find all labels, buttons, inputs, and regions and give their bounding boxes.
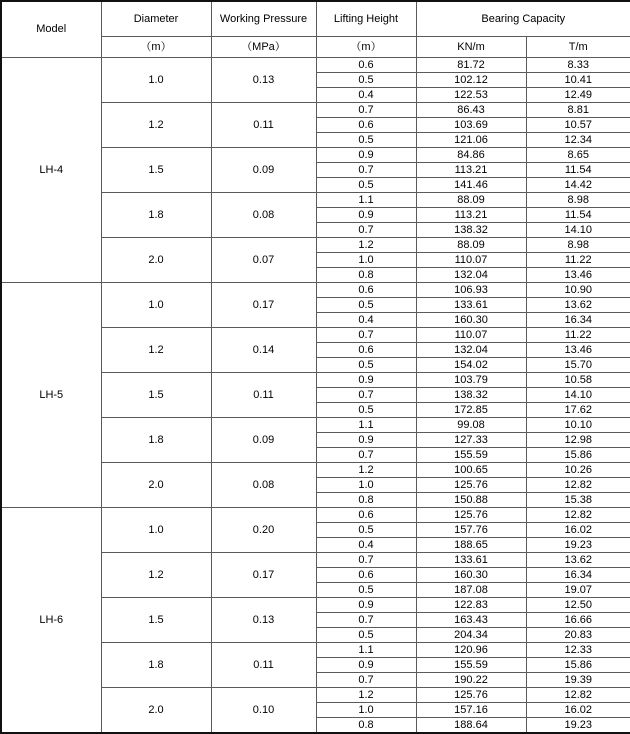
- bearing-capacity-tm-cell: 13.46: [526, 343, 630, 358]
- lifting-height-cell: 0.5: [316, 403, 416, 418]
- diameter-cell: 1.0: [101, 508, 211, 553]
- bearing-capacity-tm-cell: 13.62: [526, 298, 630, 313]
- bearing-capacity-tm-cell: 19.23: [526, 718, 630, 734]
- table-row: [1, 283, 630, 298]
- lifting-height-cell: 1.1: [316, 418, 416, 433]
- lifting-height-cell: 0.5: [316, 178, 416, 193]
- lifting-height-cell: 0.9: [316, 598, 416, 613]
- lifting-height-cell: 0.5: [316, 73, 416, 88]
- bearing-capacity-kn-cell: 160.30: [416, 568, 526, 583]
- working-pressure-cell: 0.13: [211, 58, 316, 103]
- lifting-height-cell: 0.9: [316, 148, 416, 163]
- bearing-capacity-kn-cell: 110.07: [416, 328, 526, 343]
- table-body: [1, 58, 630, 734]
- bearing-capacity-tm-cell: 8.81: [526, 103, 630, 118]
- table-header: [1, 1, 630, 58]
- bearing-capacity-tm-cell: 11.54: [526, 163, 630, 178]
- bearing-capacity-kn-cell: 188.64: [416, 718, 526, 734]
- bearing-capacity-tm-cell: 12.33: [526, 643, 630, 658]
- diameter-cell: 1.2: [101, 553, 211, 598]
- bearing-capacity-kn-cell: 160.30: [416, 313, 526, 328]
- lifting-height-cell: 0.5: [316, 133, 416, 148]
- lifting-height-cell: 0.5: [316, 628, 416, 643]
- diameter-cell: 1.5: [101, 373, 211, 418]
- working-pressure-cell: 0.09: [211, 148, 316, 193]
- lifting-height-cell: 0.6: [316, 343, 416, 358]
- lifting-height-cell: 1.0: [316, 478, 416, 493]
- lifting-height-cell: 0.5: [316, 583, 416, 598]
- table-row: [1, 58, 630, 73]
- bearing-capacity-kn-cell: 125.76: [416, 508, 526, 523]
- lifting-height-cell: 0.8: [316, 268, 416, 283]
- bearing-capacity-kn-cell: 102.12: [416, 73, 526, 88]
- lifting-height-cell: 0.4: [316, 538, 416, 553]
- bearing-capacity-kn-cell: 84.86: [416, 148, 526, 163]
- bearing-capacity-kn-cell: 88.09: [416, 193, 526, 208]
- bearing-capacity-kn-cell: 141.46: [416, 178, 526, 193]
- bearing-capacity-tm-cell: 12.82: [526, 508, 630, 523]
- bearing-capacity-tm-cell: 16.34: [526, 313, 630, 328]
- lifting-height-cell: 0.7: [316, 553, 416, 568]
- bearing-capacity-tm-cell: 10.26: [526, 463, 630, 478]
- lifting-height-cell: 1.2: [316, 238, 416, 253]
- bearing-capacity-kn-cell: 172.85: [416, 403, 526, 418]
- diameter-cell: 1.0: [101, 283, 211, 328]
- header-diameter: Diameter: [101, 1, 211, 37]
- bearing-capacity-kn-cell: 113.21: [416, 163, 526, 178]
- bearing-capacity-kn-cell: 120.96: [416, 643, 526, 658]
- table-row: [1, 508, 630, 523]
- diameter-cell: 1.8: [101, 193, 211, 238]
- diameter-cell: 1.5: [101, 148, 211, 193]
- bearing-capacity-kn-cell: 125.76: [416, 478, 526, 493]
- lifting-height-cell: 1.0: [316, 253, 416, 268]
- bearing-capacity-tm-cell: 11.22: [526, 328, 630, 343]
- working-pressure-cell: 0.10: [211, 688, 316, 734]
- diameter-cell: 2.0: [101, 688, 211, 734]
- lifting-height-cell: 0.7: [316, 163, 416, 178]
- bearing-capacity-tm-cell: 16.34: [526, 568, 630, 583]
- bearing-capacity-kn-cell: 100.65: [416, 463, 526, 478]
- bearing-capacity-tm-cell: 12.98: [526, 433, 630, 448]
- bearing-capacity-kn-cell: 113.21: [416, 208, 526, 223]
- header-working-pressure: Working Pressure: [211, 1, 316, 37]
- model-cell: LH-4: [1, 58, 101, 283]
- bearing-capacity-kn-cell: 157.76: [416, 523, 526, 538]
- lifting-height-cell: 0.5: [316, 523, 416, 538]
- bearing-capacity-tm-cell: 14.10: [526, 223, 630, 238]
- diameter-cell: 1.8: [101, 418, 211, 463]
- header-lifting-height-unit: （m）: [316, 37, 416, 58]
- lifting-height-cell: 0.4: [316, 88, 416, 103]
- lifting-height-cell: 0.5: [316, 358, 416, 373]
- lifting-height-cell: 0.6: [316, 568, 416, 583]
- diameter-cell: 2.0: [101, 463, 211, 508]
- bearing-capacity-tm-cell: 8.65: [526, 148, 630, 163]
- bearing-capacity-kn-cell: 132.04: [416, 268, 526, 283]
- working-pressure-cell: 0.17: [211, 553, 316, 598]
- working-pressure-cell: 0.11: [211, 103, 316, 148]
- model-cell: LH-6: [1, 508, 101, 734]
- bearing-capacity-tm-cell: 15.70: [526, 358, 630, 373]
- working-pressure-cell: 0.20: [211, 508, 316, 553]
- bearing-capacity-kn-cell: 138.32: [416, 388, 526, 403]
- bearing-capacity-kn-cell: 190.22: [416, 673, 526, 688]
- bearing-capacity-kn-cell: 188.65: [416, 538, 526, 553]
- header-kn-unit: KN/m: [416, 37, 526, 58]
- diameter-cell: 1.0: [101, 58, 211, 103]
- lifting-height-cell: 0.6: [316, 283, 416, 298]
- bearing-capacity-kn-cell: 133.61: [416, 553, 526, 568]
- lifting-height-cell: 0.9: [316, 658, 416, 673]
- lifting-height-cell: 0.6: [316, 508, 416, 523]
- lifting-height-cell: 0.5: [316, 298, 416, 313]
- lifting-height-cell: 0.9: [316, 433, 416, 448]
- bearing-capacity-tm-cell: 17.62: [526, 403, 630, 418]
- bearing-capacity-tm-cell: 12.82: [526, 688, 630, 703]
- working-pressure-cell: 0.07: [211, 238, 316, 283]
- working-pressure-cell: 0.08: [211, 463, 316, 508]
- header-bearing-capacity: Bearing Capacity: [416, 1, 630, 37]
- bearing-capacity-tm-cell: 16.02: [526, 523, 630, 538]
- working-pressure-cell: 0.14: [211, 328, 316, 373]
- bearing-capacity-tm-cell: 20.83: [526, 628, 630, 643]
- bearing-capacity-kn-cell: 154.02: [416, 358, 526, 373]
- working-pressure-cell: 0.11: [211, 373, 316, 418]
- lifting-height-cell: 0.7: [316, 223, 416, 238]
- bearing-capacity-kn-cell: 133.61: [416, 298, 526, 313]
- model-cell: LH-5: [1, 283, 101, 508]
- bearing-capacity-kn-cell: 110.07: [416, 253, 526, 268]
- bearing-capacity-kn-cell: 150.88: [416, 493, 526, 508]
- bearing-capacity-tm-cell: 12.82: [526, 478, 630, 493]
- header-working-pressure-unit: （MPa）: [211, 37, 316, 58]
- bearing-capacity-kn-cell: 204.34: [416, 628, 526, 643]
- header-lifting-height: Lifting Height: [316, 1, 416, 37]
- bearing-capacity-tm-cell: 15.86: [526, 448, 630, 463]
- bearing-capacity-kn-cell: 122.53: [416, 88, 526, 103]
- lifting-height-cell: 0.7: [316, 388, 416, 403]
- bearing-capacity-kn-cell: 121.06: [416, 133, 526, 148]
- bearing-capacity-tm-cell: 19.07: [526, 583, 630, 598]
- lifting-height-cell: 1.1: [316, 643, 416, 658]
- bearing-capacity-kn-cell: 157.16: [416, 703, 526, 718]
- bearing-capacity-kn-cell: 155.59: [416, 448, 526, 463]
- lifting-height-cell: 0.7: [316, 448, 416, 463]
- bearing-capacity-tm-cell: 19.23: [526, 538, 630, 553]
- working-pressure-cell: 0.08: [211, 193, 316, 238]
- bearing-capacity-tm-cell: 8.98: [526, 193, 630, 208]
- working-pressure-cell: 0.17: [211, 283, 316, 328]
- bearing-capacity-tm-cell: 12.49: [526, 88, 630, 103]
- bearing-capacity-tm-cell: 10.57: [526, 118, 630, 133]
- lifting-height-cell: 1.2: [316, 463, 416, 478]
- bearing-capacity-kn-cell: 138.32: [416, 223, 526, 238]
- lifting-height-cell: 0.8: [316, 493, 416, 508]
- bearing-capacity-tm-cell: 16.02: [526, 703, 630, 718]
- working-pressure-cell: 0.13: [211, 598, 316, 643]
- bearing-capacity-tm-cell: 13.46: [526, 268, 630, 283]
- bearing-capacity-tm-cell: 10.58: [526, 373, 630, 388]
- bearing-capacity-kn-cell: 99.08: [416, 418, 526, 433]
- diameter-cell: 1.2: [101, 328, 211, 373]
- bearing-capacity-tm-cell: 8.33: [526, 58, 630, 73]
- bearing-capacity-kn-cell: 122.83: [416, 598, 526, 613]
- lifting-height-cell: 0.8: [316, 718, 416, 734]
- bearing-capacity-tm-cell: 14.10: [526, 388, 630, 403]
- lifting-height-cell: 0.7: [316, 103, 416, 118]
- bearing-capacity-kn-cell: 132.04: [416, 343, 526, 358]
- bearing-capacity-tm-cell: 11.54: [526, 208, 630, 223]
- lifting-height-cell: 0.6: [316, 58, 416, 73]
- bearing-capacity-tm-cell: 16.66: [526, 613, 630, 628]
- bearing-capacity-kn-cell: 103.69: [416, 118, 526, 133]
- bearing-capacity-tm-cell: 10.10: [526, 418, 630, 433]
- lifting-height-cell: 1.1: [316, 193, 416, 208]
- bearing-capacity-kn-cell: 163.43: [416, 613, 526, 628]
- bearing-capacity-tm-cell: 8.98: [526, 238, 630, 253]
- bearing-capacity-kn-cell: 86.43: [416, 103, 526, 118]
- bearing-capacity-kn-cell: 127.33: [416, 433, 526, 448]
- bearing-capacity-tm-cell: 10.41: [526, 73, 630, 88]
- bearing-capacity-tm-cell: 15.86: [526, 658, 630, 673]
- bearing-capacity-tm-cell: 13.62: [526, 553, 630, 568]
- lifting-height-cell: 0.4: [316, 313, 416, 328]
- bearing-capacity-kn-cell: 81.72: [416, 58, 526, 73]
- diameter-cell: 1.5: [101, 598, 211, 643]
- lifting-height-cell: 0.7: [316, 673, 416, 688]
- diameter-cell: 2.0: [101, 238, 211, 283]
- bearing-capacity-tm-cell: 12.34: [526, 133, 630, 148]
- bearing-capacity-tm-cell: 14.42: [526, 178, 630, 193]
- bearing-capacity-tm-cell: 10.90: [526, 283, 630, 298]
- lifting-height-cell: 0.7: [316, 328, 416, 343]
- lifting-height-cell: 1.2: [316, 688, 416, 703]
- lifting-height-cell: 1.0: [316, 703, 416, 718]
- bearing-capacity-kn-cell: 155.59: [416, 658, 526, 673]
- bearing-capacity-tm-cell: 12.50: [526, 598, 630, 613]
- lifting-height-cell: 0.9: [316, 373, 416, 388]
- bearing-capacity-kn-cell: 187.08: [416, 583, 526, 598]
- bearing-capacity-tm-cell: 15.38: [526, 493, 630, 508]
- working-pressure-cell: 0.09: [211, 418, 316, 463]
- header-tm-unit: T/m: [526, 37, 630, 58]
- working-pressure-cell: 0.11: [211, 643, 316, 688]
- bearing-capacity-tm-cell: 11.22: [526, 253, 630, 268]
- header-diameter-unit: （m）: [101, 37, 211, 58]
- header-model: Model: [1, 1, 101, 58]
- lifting-height-cell: 0.7: [316, 613, 416, 628]
- bearing-capacity-kn-cell: 103.79: [416, 373, 526, 388]
- lifting-height-cell: 0.6: [316, 118, 416, 133]
- diameter-cell: 1.2: [101, 103, 211, 148]
- bearing-capacity-tm-cell: 19.39: [526, 673, 630, 688]
- bearing-capacity-kn-cell: 88.09: [416, 238, 526, 253]
- diameter-cell: 1.8: [101, 643, 211, 688]
- bearing-capacity-kn-cell: 125.76: [416, 688, 526, 703]
- bearing-capacity-kn-cell: 106.93: [416, 283, 526, 298]
- lifting-height-cell: 0.9: [316, 208, 416, 223]
